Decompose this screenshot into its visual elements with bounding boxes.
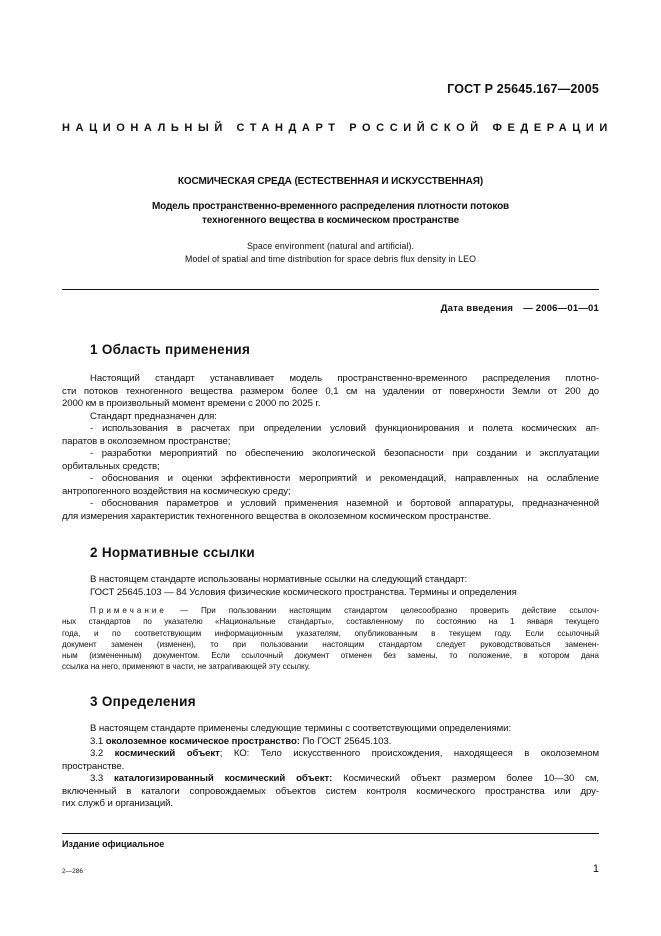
section-1-paragraph	[62, 373, 599, 524]
definition-text: Космический объект размером более 10—30 см,	[343, 773, 599, 785]
text-line: включенный в каталоги сопровождаемых объектов систем контроля космического пространства или дру-	[62, 785, 599, 797]
document-subtitle	[62, 200, 599, 228]
note-line: ным (измененным) документом. Если ссылочный документ отменен без замены, то положение, в котором дана	[62, 651, 599, 661]
bullet-line: - обоснования параметров и условий применения наземной и бортовой аппаратуры, предназначенной	[90, 498, 599, 510]
section-3-paragraph	[62, 723, 599, 811]
definition-text: По ГОСТ 25645.103.	[302, 735, 392, 747]
definition-term: околоземное космическое пространство:	[105, 735, 300, 747]
note-line: года, и по соответствующим информационным указателям, опубликованным в текущем году. Если ссылочный	[62, 628, 599, 638]
footer-divider	[62, 833, 599, 834]
bullet-line: - разработки мероприятий по обеспечению экологической безопасности при создании и эксплуатации	[90, 448, 599, 460]
gost-number: ГОСТ Р 25645.167—2005	[447, 82, 599, 96]
definition-term: космический объект	[114, 748, 220, 760]
normative-reference: ГОСТ 25645.103 — 84 Условия физические космического пространства. Термины и определения	[90, 586, 517, 598]
bullet-line: для измерения характеристик техногенного вещества в околоземном космическом пространстве.	[62, 511, 492, 523]
title-divider	[62, 289, 599, 290]
page-number: 1	[592, 863, 599, 875]
text-line: Настоящий стандарт устанавливает модель пространственно-временного распределения плотно-	[90, 373, 599, 384]
text-line: сти потоков техногенного вещества размером более 0,1 см на удалении от поверхности Земли от 200 до	[62, 385, 599, 397]
bullet-line: - обоснования и оценки эффективности мероприятий и рекомендаций, направленных на ослабление	[90, 473, 599, 485]
intro-date-label: Дата введения	[440, 303, 514, 314]
definition-3-1	[62, 736, 599, 749]
subtitle-line-2: техногенного вещества в космическом пространстве	[202, 215, 459, 226]
national-standard-header: НАЦИОНАЛЬНЫЙ СТАНДАРТ РОССИЙСКОЙ ФЕДЕРАЦИИ	[62, 122, 613, 134]
section-1-heading: 1 Область применения	[90, 342, 251, 357]
bullet-line: антропогенного воздействия на космическую среду;	[62, 485, 291, 497]
definition-3-2	[62, 748, 599, 761]
text-line: пространстве.	[62, 760, 125, 772]
definition-number: 3.3	[90, 773, 104, 785]
edition-label: Издание официальное	[62, 839, 165, 849]
bullet-line: паратов в околоземном пространстве;	[62, 435, 231, 447]
intro-date-value: — 2006—01—01	[523, 303, 599, 314]
bullet-line: орбитальных средств;	[62, 460, 160, 472]
text-line: В настоящем стандарте использованы нормативные ссылки на следующий стандарт:	[90, 574, 468, 585]
definition-3-3	[62, 773, 599, 786]
text-line: В настоящем стандарте применены следующие термины с соответствующими определениями:	[90, 723, 512, 734]
note-line: ссылка на него, применяют в части, не затрагивающей эту ссылку.	[62, 662, 310, 672]
document-title: КОСМИЧЕСКАЯ СРЕДА (ЕСТЕСТВЕННАЯ И ИСКУССТВЕННАЯ)	[177, 176, 484, 187]
print-code: 2—286	[62, 868, 83, 875]
intro-date	[441, 303, 599, 314]
note-label: Примечание	[90, 606, 167, 615]
text-line: Стандарт предназначен для:	[90, 410, 217, 422]
definition-term: каталогизированный космический объект:	[114, 773, 333, 785]
english-title	[62, 240, 599, 266]
definition-number: 3.1	[90, 735, 104, 747]
definition-number: 3.2	[90, 748, 104, 760]
text-line: 2000 км в произвольный момент времени с 2000 по 2025 г.	[62, 398, 321, 410]
section-2-paragraph	[62, 574, 599, 599]
english-title-line-1: Space environment (natural and artificial).	[246, 241, 415, 251]
note-line: документ заменен (изменен), то при пользовании настоящим стандартом следует руководствоваться заменен-	[62, 639, 599, 649]
english-title-line-2: Model of spatial and time distribution for space debris flux density in LEO	[184, 254, 477, 264]
note-line	[62, 605, 599, 616]
definition-text: ; КО: Тело искусственного происхождения, находящееся в околоземном	[219, 748, 599, 760]
section-2-heading: 2 Нормативные ссылки	[90, 545, 255, 560]
text-line: гих служб и организаций.	[62, 798, 173, 810]
section-3-heading: 3 Определения	[90, 694, 196, 709]
note-line: ных стандартов по указателю «Национальные стандарты», составленному по состоянию на 1 января текущего	[62, 617, 599, 627]
bullet-line: - использования в расчетах при определении условий функционирования и полета космических ап-	[90, 423, 599, 435]
note-first-text: — При пользовании настоящим стандартом целесообразно проверить действие ссылоч-	[179, 606, 599, 615]
section-2-note	[62, 605, 599, 673]
subtitle-line-1: Модель пространственно-временного распределения плотности потоков	[151, 201, 510, 212]
